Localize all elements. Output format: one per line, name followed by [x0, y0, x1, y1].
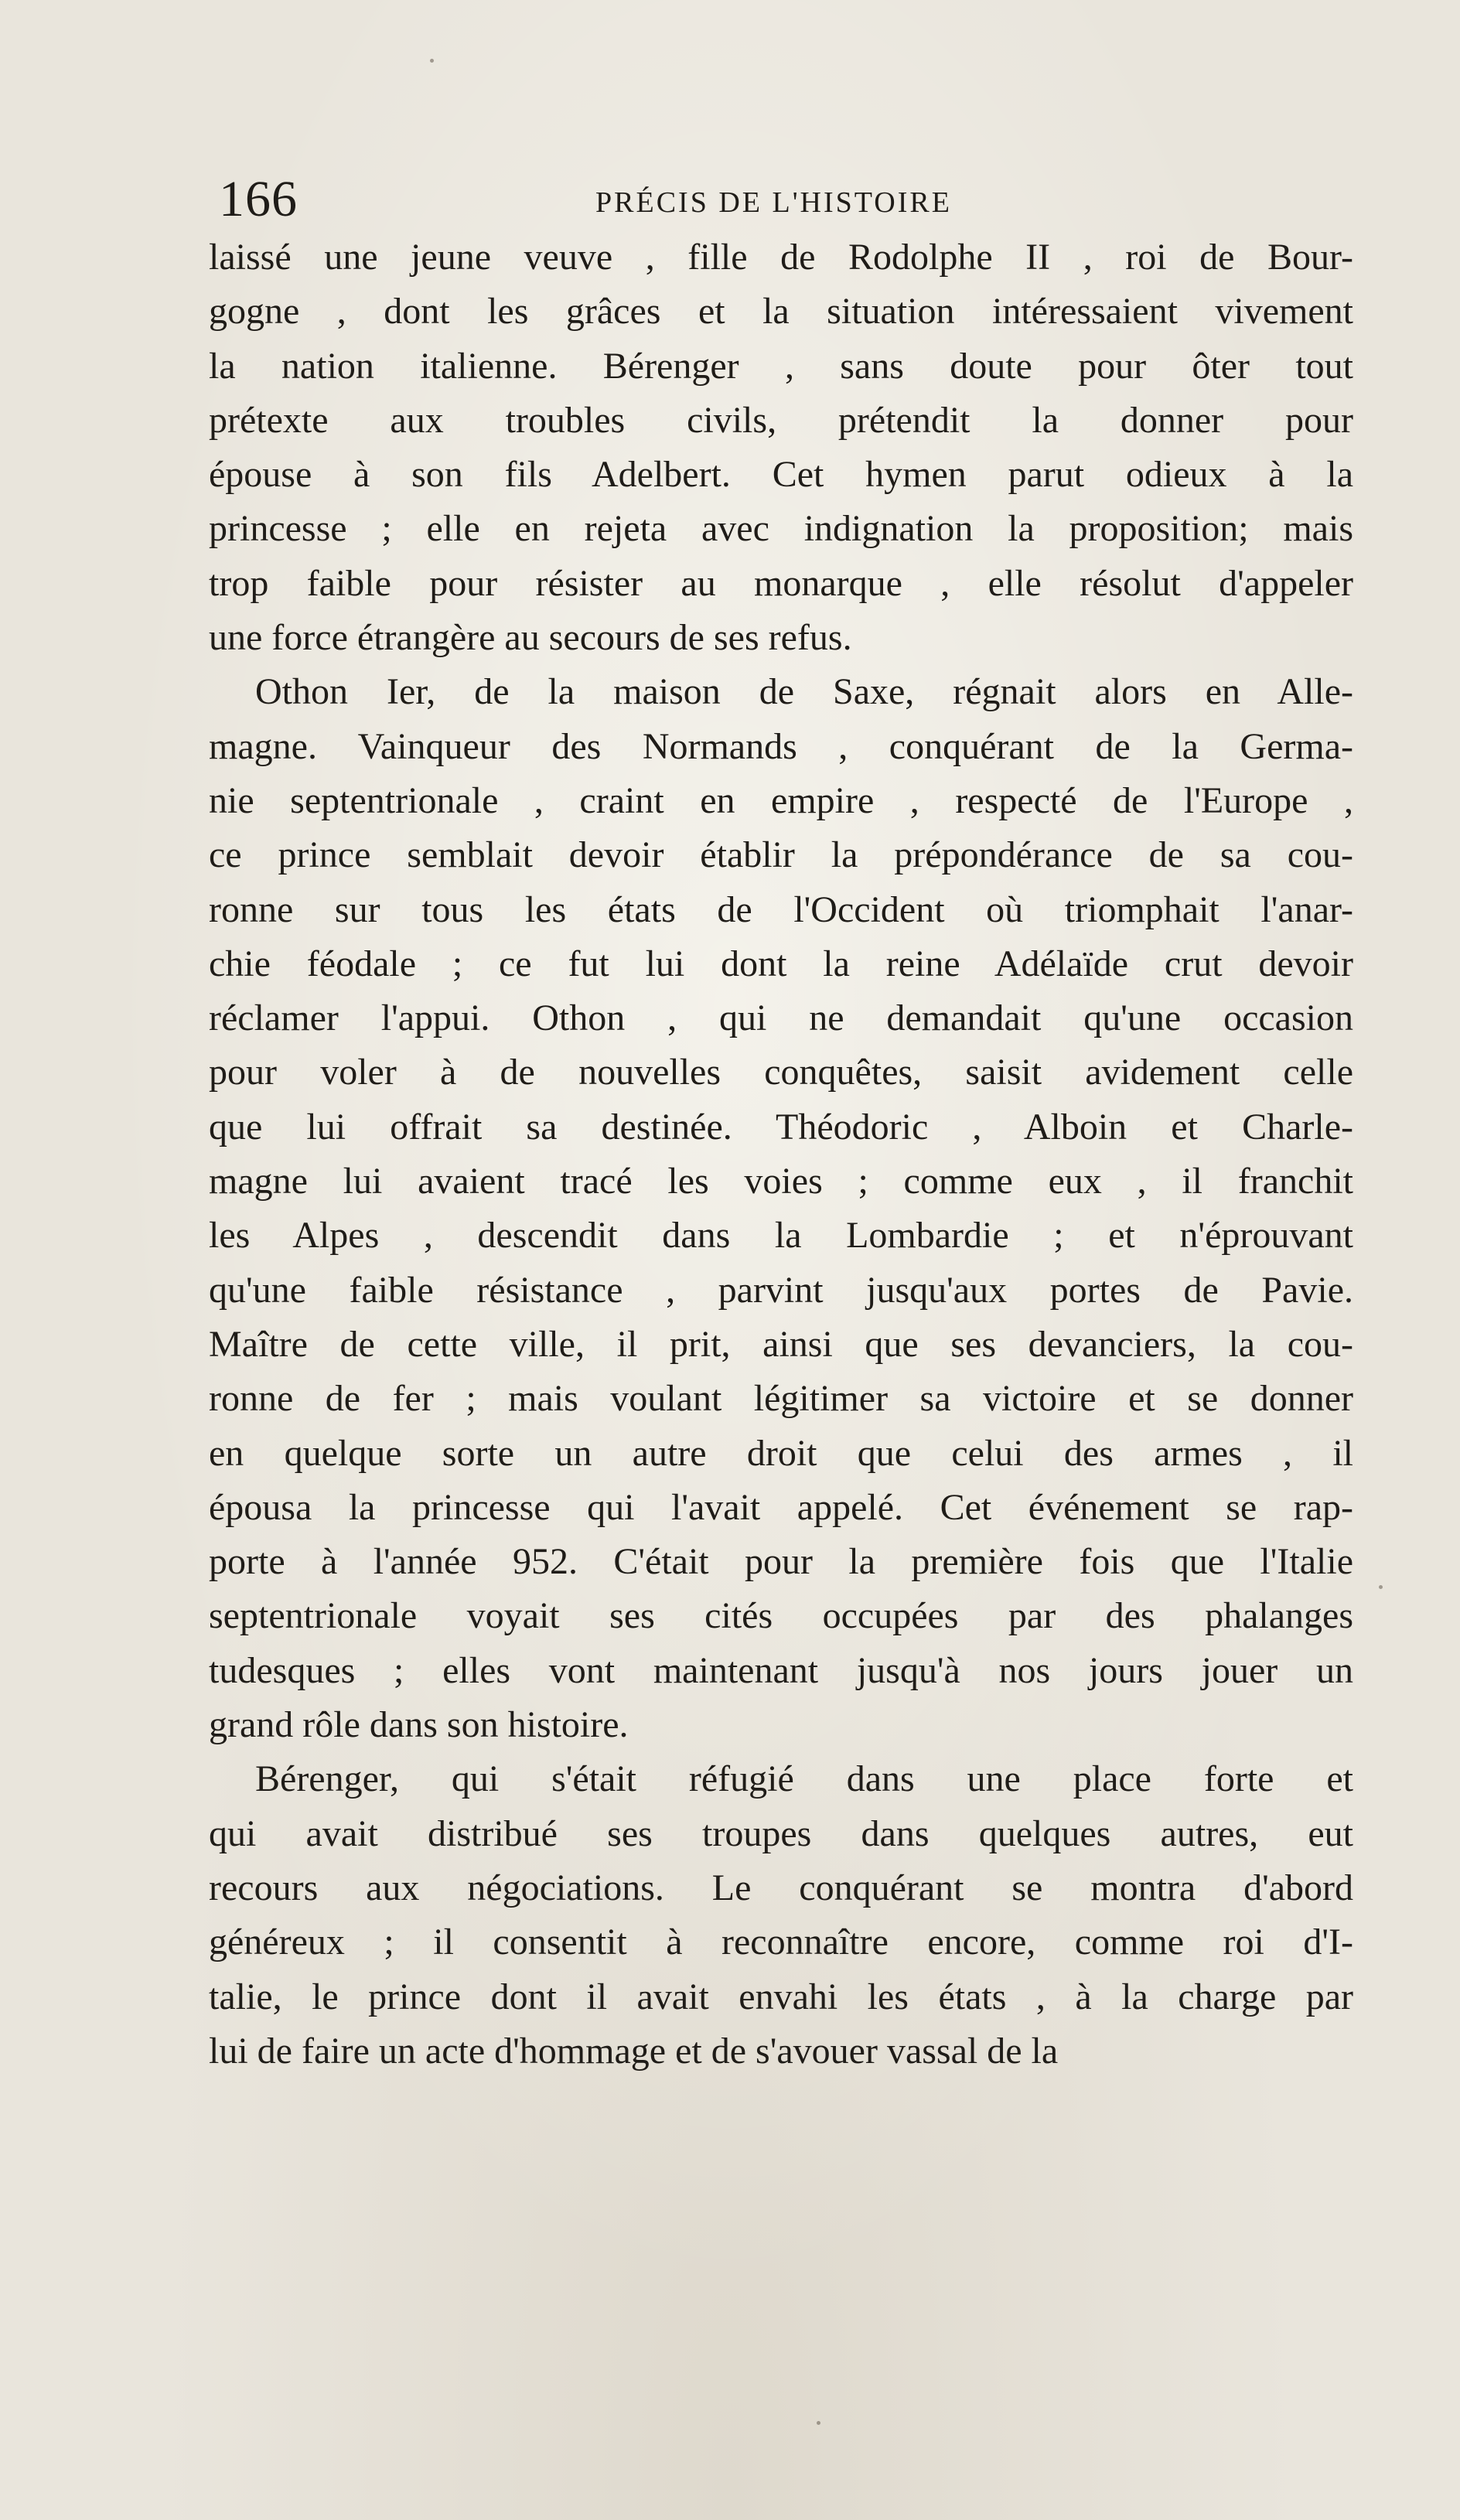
paper-speck	[1379, 1585, 1383, 1589]
body-text	[209, 230, 1353, 2078]
text-line: prétexte aux troubles civils, prétendit la donner pour	[209, 399, 1353, 441]
text-line: ronne sur tous les états de l'Occident où triomphait l'anar-	[209, 888, 1353, 930]
running-title: PRÉCIS DE L'HISTOIRE	[595, 186, 952, 219]
text-line: grand rôle dans son histoire.	[209, 1704, 629, 1746]
page-number: 166	[219, 171, 298, 227]
text-line: magne. Vainqueur des Normands , conquérant de la Germa-	[209, 725, 1353, 767]
running-head	[219, 169, 1349, 230]
text-line: talie, le prince dont il avait envahi les états , à la charge par	[209, 1976, 1353, 2017]
text-line: porte à l'année 952. C'était pour la première fois que l'Italie	[209, 1541, 1353, 1583]
paper-speck	[817, 2421, 820, 2425]
text-line: qui avait distribué ses troupes dans quelques autres, eut	[209, 1812, 1353, 1854]
text-line: tudesques ; elles vont maintenant jusqu'à nos jours jouer un	[209, 1649, 1353, 1691]
text-line: épousa la princesse qui l'avait appelé. Cet événement se rap-	[209, 1486, 1353, 1528]
text-line: gogne , dont les grâces et la situation intéressaient vivement	[209, 291, 1353, 332]
text-line: laissé une jeune veuve , fille de Rodolphe II , roi de Bour-	[209, 237, 1353, 278]
text-line: lui de faire un acte d'hommage et de s'avouer vassal de la	[209, 2030, 1059, 2072]
text-line: épouse à son fils Adelbert. Cet hymen parut odieux à la	[209, 454, 1353, 496]
text-line: magne lui avaient tracé les voies ; comme eux , il franchit	[209, 1161, 1353, 1202]
text-line: les Alpes , descendit dans la Lombardie ; et n'éprouvant	[209, 1215, 1353, 1257]
text-line: en quelque sorte un autre droit que celui des armes , il	[209, 1432, 1353, 1474]
text-line: chie féodale ; ce fut lui dont la reine Adélaïde crut devoir	[209, 943, 1353, 984]
text-line: pour voler à de nouvelles conquêtes, saisit avidement celle	[209, 1052, 1353, 1093]
text-line: une force étrangère au secours de ses refus.	[209, 617, 852, 659]
text-line: la nation italienne. Bérenger , sans doute pour ôter tout	[209, 345, 1353, 387]
text-line: ronne de fer ; mais voulant légitimer sa victoire et se donner	[209, 1378, 1353, 1420]
text-line: généreux ; il consentit à reconnaître encore, comme roi d'I-	[209, 1922, 1353, 1963]
paper-speck	[430, 59, 434, 63]
text-line: qu'une faible résistance , parvint jusqu'aux portes de Pavie.	[209, 1269, 1353, 1311]
text-line: trop faible pour résister au monarque , elle résolut d'appeler	[209, 562, 1353, 604]
text-line: septentrionale voyait ses cités occupées par des phalanges	[209, 1595, 1353, 1637]
paragraph	[209, 665, 1353, 1752]
text-line: Othon Ier, de la maison de Saxe, régnait alors en Alle-	[255, 671, 1353, 713]
text-line: nie septentrionale , craint en empire , respecté de l'Europe ,	[209, 779, 1353, 821]
text-line: princesse ; elle en rejeta avec indignation la proposition; mais	[209, 508, 1353, 550]
text-line: réclamer l'appui. Othon , qui ne demandait qu'une occasion	[209, 997, 1353, 1039]
text-line: Bérenger, qui s'était réfugié dans une place forte et	[255, 1758, 1353, 1800]
text-line: Maître de cette ville, il prit, ainsi que ses devanciers, la cou-	[209, 1323, 1353, 1365]
text-line: ce prince semblait devoir établir la prépondérance de sa cou-	[209, 834, 1353, 876]
paragraph	[209, 230, 1353, 665]
text-line: recours aux négociations. Le conquérant se montra d'abord	[209, 1867, 1353, 1908]
text-line: que lui offrait sa destinée. Théodoric , Alboin et Charle-	[209, 1106, 1353, 1147]
paragraph	[209, 1752, 1353, 2078]
